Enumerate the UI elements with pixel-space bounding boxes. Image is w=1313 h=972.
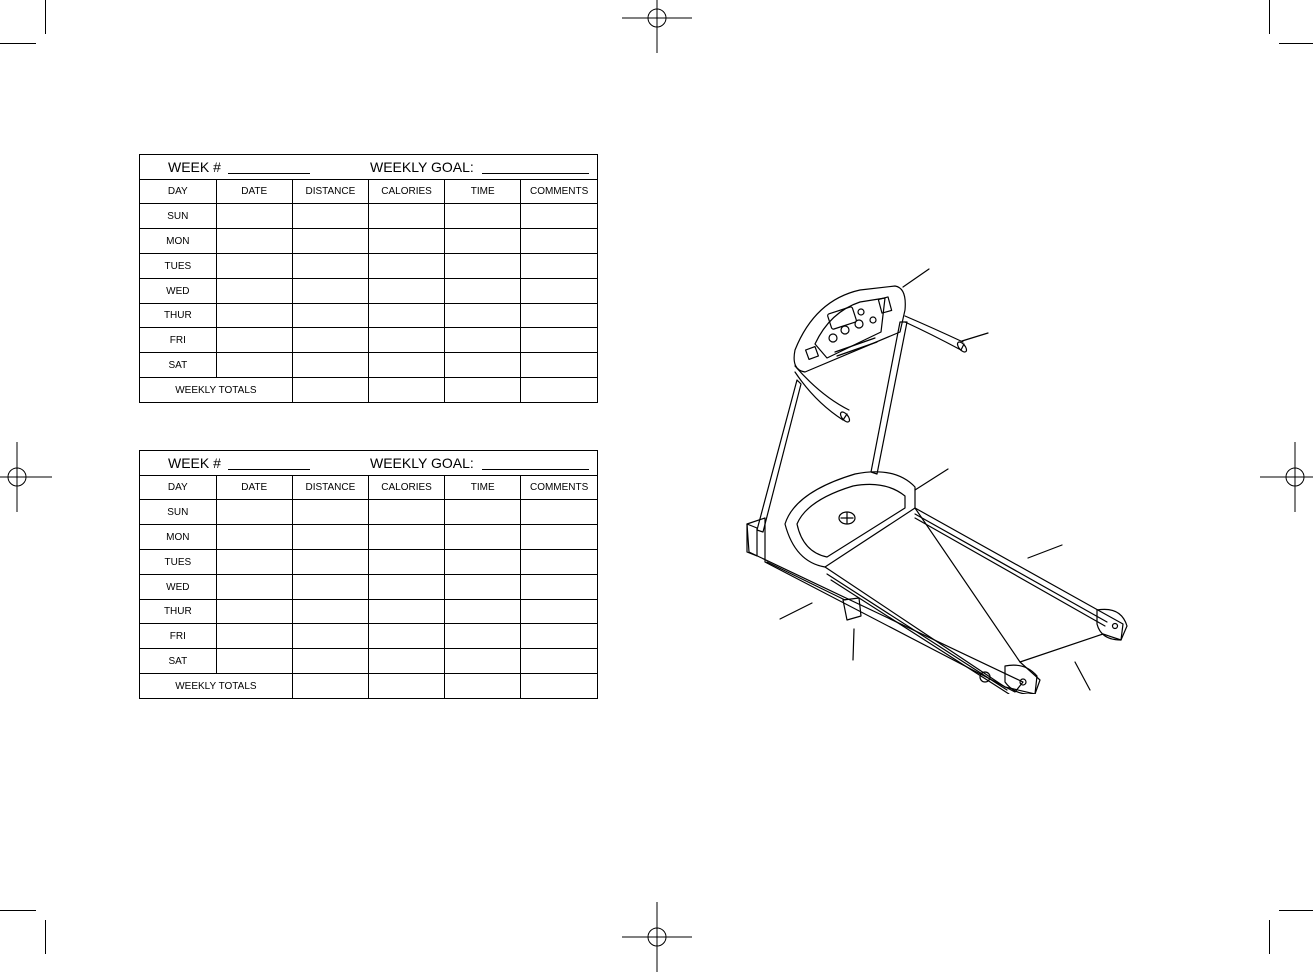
entry-cell[interactable] <box>216 204 292 229</box>
entry-cell[interactable] <box>368 328 444 353</box>
crop-mark <box>45 0 46 34</box>
totals-cell[interactable] <box>368 674 444 699</box>
weekly-log-table <box>139 450 598 699</box>
day-label: SAT <box>140 649 216 674</box>
entry-cell[interactable] <box>521 500 597 525</box>
entry-cell[interactable] <box>445 328 521 353</box>
entry-cell[interactable] <box>445 304 521 328</box>
entry-cell[interactable] <box>216 550 292 575</box>
totals-cell[interactable] <box>445 378 521 403</box>
table-row <box>140 254 597 279</box>
weekly-goal-label: WEEKLY GOAL: <box>370 159 474 175</box>
column-header: CALORIES <box>368 180 444 204</box>
entry-cell[interactable] <box>368 353 444 378</box>
table-row <box>140 279 597 304</box>
entry-cell[interactable] <box>445 500 521 525</box>
entry-cell[interactable] <box>368 525 444 550</box>
registration-mark-icon <box>622 0 692 53</box>
entry-cell[interactable] <box>368 279 444 304</box>
day-label: WED <box>140 279 216 304</box>
column-header: CALORIES <box>368 476 444 500</box>
entry-cell[interactable] <box>368 600 444 624</box>
entry-cell[interactable] <box>368 204 444 229</box>
table-row <box>140 649 597 674</box>
registration-mark-icon <box>0 442 52 512</box>
totals-cell[interactable] <box>292 674 368 699</box>
week-label: WEEK # <box>168 455 221 471</box>
entry-cell[interactable] <box>292 279 368 304</box>
day-label: FRI <box>140 328 216 353</box>
weekly-goal-blank <box>482 469 589 470</box>
weekly-log-table <box>139 154 598 403</box>
entry-cell[interactable] <box>445 254 521 279</box>
entry-cell[interactable] <box>216 575 292 600</box>
entry-cell[interactable] <box>216 624 292 649</box>
column-header-row <box>140 180 597 204</box>
day-label: THUR <box>140 304 216 328</box>
day-label: TUES <box>140 550 216 575</box>
day-label: WED <box>140 575 216 600</box>
column-header: DISTANCE <box>292 476 368 500</box>
registration-mark-icon <box>622 902 692 972</box>
entry-cell[interactable] <box>216 304 292 328</box>
weekly-goal-blank <box>482 173 589 174</box>
entry-cell[interactable] <box>292 254 368 279</box>
crop-mark <box>1269 0 1270 34</box>
callout-line <box>915 469 948 490</box>
entry-cell[interactable] <box>445 204 521 229</box>
entry-cell[interactable] <box>368 550 444 575</box>
weekly-goal-label: WEEKLY GOAL: <box>370 455 474 471</box>
entry-cell[interactable] <box>368 649 444 674</box>
entry-cell[interactable] <box>292 328 368 353</box>
callout-line <box>780 603 812 619</box>
entry-cell[interactable] <box>521 575 597 600</box>
day-label: SUN <box>140 204 216 229</box>
entry-cell[interactable] <box>445 229 521 254</box>
table-row <box>140 304 597 328</box>
week-label: WEEK # <box>168 159 221 175</box>
day-label: THUR <box>140 600 216 624</box>
entry-cell[interactable] <box>445 525 521 550</box>
table-row <box>140 550 597 575</box>
entry-cell[interactable] <box>445 649 521 674</box>
entry-cell[interactable] <box>368 575 444 600</box>
callout-line <box>853 629 854 660</box>
entry-cell[interactable] <box>292 229 368 254</box>
entry-cell[interactable] <box>292 304 368 328</box>
week-number-blank <box>228 469 310 470</box>
entry-cell[interactable] <box>292 204 368 229</box>
callout-line <box>1028 545 1062 558</box>
entry-cell[interactable] <box>292 575 368 600</box>
weekly-totals-label: WEEKLY TOTALS <box>140 674 292 699</box>
day-label: MON <box>140 229 216 254</box>
entry-cell[interactable] <box>292 500 368 525</box>
entry-cell[interactable] <box>368 254 444 279</box>
entry-cell[interactable] <box>521 254 597 279</box>
entry-cell[interactable] <box>216 649 292 674</box>
week-header <box>140 451 597 476</box>
crop-mark <box>1279 910 1313 911</box>
entry-cell[interactable] <box>216 525 292 550</box>
entry-cell[interactable] <box>292 600 368 624</box>
week-header <box>140 155 597 180</box>
entry-cell[interactable] <box>521 353 597 378</box>
table-row <box>140 500 597 525</box>
entry-cell[interactable] <box>521 204 597 229</box>
day-label: MON <box>140 525 216 550</box>
day-label: FRI <box>140 624 216 649</box>
entry-cell[interactable] <box>216 600 292 624</box>
table-row <box>140 600 597 624</box>
entry-cell[interactable] <box>445 279 521 304</box>
column-header: COMMENTS <box>521 476 597 500</box>
column-header: DAY <box>140 476 216 500</box>
entry-cell[interactable] <box>521 600 597 624</box>
entry-cell[interactable] <box>445 624 521 649</box>
crop-mark <box>1279 43 1313 44</box>
totals-row <box>140 378 597 403</box>
entry-cell[interactable] <box>216 500 292 525</box>
entry-cell[interactable] <box>216 229 292 254</box>
entry-cell[interactable] <box>216 353 292 378</box>
crop-mark <box>0 43 36 44</box>
day-label: SAT <box>140 353 216 378</box>
entry-cell[interactable] <box>521 328 597 353</box>
column-header: TIME <box>445 180 521 204</box>
entry-cell[interactable] <box>521 550 597 575</box>
table-row <box>140 328 597 353</box>
entry-cell[interactable] <box>216 328 292 353</box>
callout-line <box>1075 662 1090 690</box>
totals-cell[interactable] <box>445 674 521 699</box>
table-row <box>140 525 597 550</box>
entry-cell[interactable] <box>521 229 597 254</box>
entry-cell[interactable] <box>445 600 521 624</box>
totals-cell[interactable] <box>368 378 444 403</box>
entry-cell[interactable] <box>521 279 597 304</box>
day-label: TUES <box>140 254 216 279</box>
totals-cell[interactable] <box>521 378 597 403</box>
entry-cell[interactable] <box>292 649 368 674</box>
column-header: DATE <box>216 180 292 204</box>
entry-cell[interactable] <box>292 353 368 378</box>
day-label: SUN <box>140 500 216 525</box>
column-header: COMMENTS <box>521 180 597 204</box>
column-header: DISTANCE <box>292 180 368 204</box>
totals-cell[interactable] <box>521 674 597 699</box>
table-row <box>140 575 597 600</box>
entry-cell[interactable] <box>521 624 597 649</box>
treadmill-icon <box>735 262 1135 694</box>
crop-mark <box>0 910 36 911</box>
column-header: DATE <box>216 476 292 500</box>
totals-cell[interactable] <box>292 378 368 403</box>
entry-cell[interactable] <box>216 279 292 304</box>
callout-line <box>962 333 988 341</box>
entry-cell[interactable] <box>292 525 368 550</box>
entry-cell[interactable] <box>521 649 597 674</box>
table-row <box>140 204 597 229</box>
crop-mark <box>45 920 46 954</box>
entry-cell[interactable] <box>445 353 521 378</box>
entry-cell[interactable] <box>292 550 368 575</box>
entry-cell[interactable] <box>521 304 597 328</box>
entry-cell[interactable] <box>368 624 444 649</box>
table-row <box>140 353 597 378</box>
column-header: DAY <box>140 180 216 204</box>
entry-cell[interactable] <box>445 575 521 600</box>
entry-cell[interactable] <box>368 500 444 525</box>
callout-line <box>903 269 929 287</box>
weekly-totals-label: WEEKLY TOTALS <box>140 378 292 403</box>
week-number-blank <box>228 173 310 174</box>
registration-mark-icon <box>1260 442 1313 512</box>
table-row <box>140 229 597 254</box>
entry-cell[interactable] <box>521 525 597 550</box>
column-header-row <box>140 476 597 500</box>
entry-cell[interactable] <box>368 304 444 328</box>
entry-cell[interactable] <box>216 254 292 279</box>
entry-cell[interactable] <box>368 229 444 254</box>
table-row <box>140 624 597 649</box>
crop-mark <box>1269 920 1270 954</box>
entry-cell[interactable] <box>445 550 521 575</box>
entry-cell[interactable] <box>292 624 368 649</box>
column-header: TIME <box>445 476 521 500</box>
totals-row <box>140 674 597 699</box>
